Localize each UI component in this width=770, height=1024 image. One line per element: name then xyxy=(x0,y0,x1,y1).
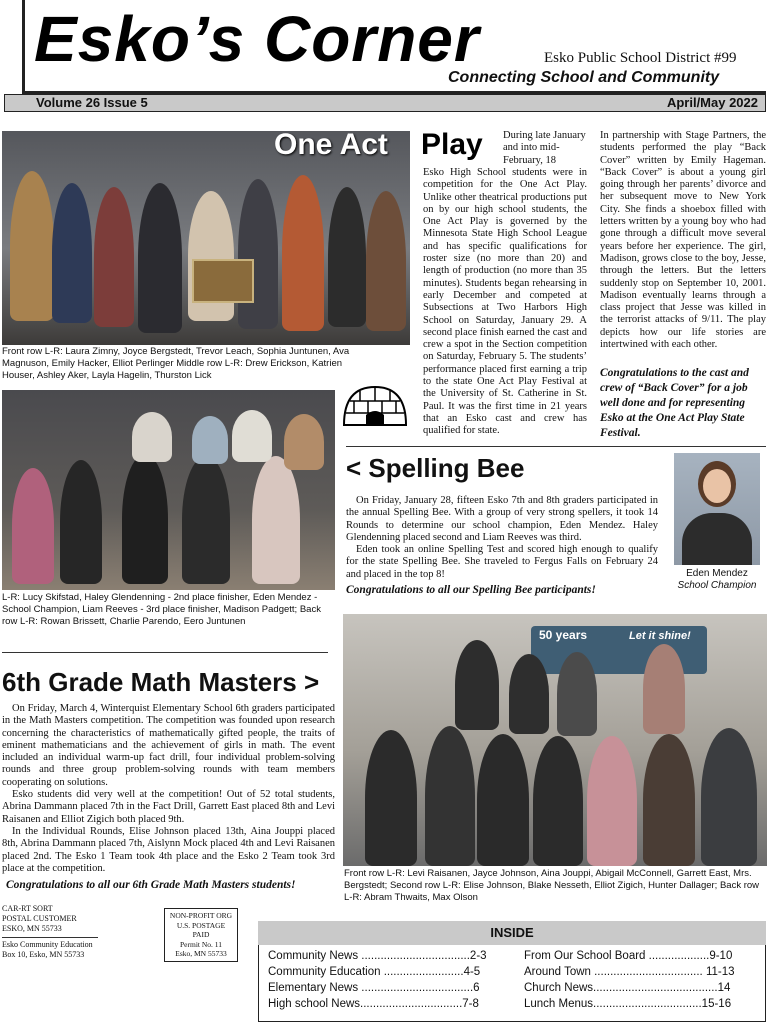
spelling-bee-text xyxy=(346,495,658,581)
math-paragraph: On Friday, March 4, Winterquist Elementary School 6th graders participated in the Math Masters competition. The competition was founded upon research concerning the characteristics of mathematically gifted people, the traits of eminent mathematicians and the achievement of girls in math. The event included an individual warm-up fact drill, four individual problem-solving rounds and three group problem-solving rounds with team members cooperating on solutions. xyxy=(2,703,335,788)
volume-issue: Volume 26 Issue 5 xyxy=(36,95,148,110)
mailing-divider xyxy=(2,937,98,938)
spelling-bee-congrats: Congratulations to all our Spelling Bee participants! xyxy=(346,584,596,596)
inside-item: High school News................................7-8 xyxy=(268,998,479,1010)
one-act-intro: During late January and into mid-February, 18 xyxy=(503,130,586,166)
banner-text: 50 years xyxy=(539,628,588,642)
inside-item: Around Town .................................. 11-13 xyxy=(524,966,735,978)
section-divider xyxy=(2,652,328,653)
math-paragraph: In the Individual Rounds, Elise Johnson placed 13th, Aina Jouppi placed 8th, Abrina Dammann placed 7th, Aislynn Mock placed 4th and Levi Raisanen placed 2nd. The Esko 1 Team took 4th place and the Esko 2 Team took 3rd place at the competition. xyxy=(2,825,335,874)
spelling-bee-caption: L-R: Lucy Skifstad, Haley Glendenning - 2nd place finisher, Eden Mendez - School Champion, Liam Reeves - 3rd place finisher, Madison Padgett; Back row L-R: Rowan Brissett, Charlie Parendo, Eero Juntunen xyxy=(2,592,321,627)
inside-item: Community Education .........................4-5 xyxy=(268,966,481,978)
inside-item: Elementary News ...................................6 xyxy=(268,982,480,994)
inside-title: INSIDE xyxy=(258,921,766,945)
tagline: Connecting School and Community xyxy=(448,69,720,86)
section-divider xyxy=(346,446,766,447)
spelling-bee-photo xyxy=(2,390,335,590)
newsletter-title: Esko’s Corner xyxy=(34,3,480,75)
postage-line: Permit No. 11 xyxy=(179,939,222,949)
mailing-line: POSTAL CUSTOMER xyxy=(2,914,77,923)
math-masters-caption: Front row L-R: Levi Raisanen, Jayce Johnson, Aina Jouppi, Abigail McConnell, Garrett East, Mrs. Bergstedt; Second row L-R: Elise Johnson, Blake Nesseth, Elliot Zigich, Hunter Dallager; Back row L-R: Abram Thwaits, Max Olson xyxy=(344,868,760,903)
one-act-heading-right: Play xyxy=(421,128,483,161)
one-act-column-1: Esko High School students were in competition for the One Act Play. Unlike other theatrical productions put on by our high school students, the One Act Play is governed by the Minnesota State High School League and has specific qualifications for roster size (no more than 20) and length of production (no more than 35 minutes). Students began rehearsing in early December and competed at Subsections at Two Harbors High School on Saturday, January 29. A second place finish earned the cast and crew a spot in the Section competition on Saturday, February 5. The students’ performance placed first earning a trip to the state One Act Play Festival at the University of St. Catherine in St. Paul. It was the first time in 21 years that an Esko cast and crew has qualified for state. xyxy=(423,167,587,437)
portrait-title: School Champion xyxy=(677,580,757,591)
inside-item: Community News ..................................2-3 xyxy=(268,950,487,962)
postage-indicia xyxy=(164,908,238,962)
postage-line: NON-PROFIT ORG xyxy=(169,911,233,920)
portrait-name: Eden Mendez xyxy=(686,568,748,579)
igloo-icon xyxy=(340,383,410,427)
mailing-address xyxy=(2,904,102,960)
math-masters-photo xyxy=(343,614,767,866)
inside-item: Lunch Menus..................................15-16 xyxy=(524,998,732,1010)
eden-mendez-portrait xyxy=(674,453,760,565)
math-congrats: Congratulations to all our 6th Grade Math Masters students! xyxy=(6,879,296,891)
banner-text-2: Let it shine! xyxy=(629,630,691,642)
issue-date: April/May 2022 xyxy=(666,95,758,110)
mailing-line: ESKO, MN 55733 xyxy=(2,924,62,933)
mailing-line: CAR-RT SORT xyxy=(2,904,53,913)
one-act-caption: Front row L-R: Laura Zimny, Joyce Bergstedt, Trevor Leach, Sophia Juntunen, Ava Magnuson, Emily Hacker, Elliot Perlinger Middle row L-R: Drew Erickson, Katrien Houser, Ashley Aker, Layla Hagelin, Thurston Lick xyxy=(2,346,350,381)
math-paragraph: Esko students did very well at the competition! Out of 52 total students, Abrina Dammann placed 7th in the Fact Drill, Garrett East placed 8th and Levi Raisanen and Elliot Zigich both placed 9th. xyxy=(2,789,335,825)
one-act-photo xyxy=(2,131,410,345)
one-act-congrats: Congratulations to the cast and crew of “Back Cover” for a job well done and for representing Esko at the One Act Play State Festival. xyxy=(600,367,749,439)
inside-item: Church News.......................................14 xyxy=(524,982,731,994)
mailing-line: Esko Community Education xyxy=(2,940,93,949)
district-name: Esko Public School District #99 xyxy=(544,50,737,66)
spelling-bee-paragraph: On Friday, January 28, fifteen Esko 7th and 8th graders participated in the annual Spelling Bee. With a group of very strong spellers, it took 14 Rounds to determine our school champion, Eden Mendez. Haley Glendenning placed second and Liam Reeves was third. xyxy=(346,495,658,543)
mailing-line: Box 10, Esko, MN 55733 xyxy=(2,950,85,959)
spelling-bee-paragraph: Eden took an online Spelling Test and scored high enough to qualify for the state Spelling Bee. She traveled to Fergus Falls on February 24 and placed in the top 8! xyxy=(346,544,658,580)
one-act-heading-left: One Act xyxy=(274,128,388,161)
inside-item: From Our School Board ...................9-10 xyxy=(524,950,733,962)
math-masters-text xyxy=(2,703,335,875)
postage-line: U.S. POSTAGE xyxy=(176,920,226,930)
one-act-column-2: In partnership with Stage Partners, the students performed the play “Back Cover” written by Emily Hageman. “Back Cover” is about a young girl going through her parents’ divorce and her subsequent move to New York City. She finds a shoebox filled with letters written by a young boy who had gone through a difficult move several years before her experience. The girl, Madison, grows close to the boy, Jesse, through the letters. But the letters suddenly stop on September 10, 2001. Madison eventually learns through a class project that Jesse was killed in the terrorist attacks of 9/11. The play depicts how our life stories are intertwined with each other. xyxy=(600,130,766,351)
math-masters-heading: 6th Grade Math Masters > xyxy=(2,667,320,697)
postage-line: PAID xyxy=(192,930,210,939)
postage-line: Esko, MN 55733 xyxy=(175,949,227,958)
spelling-bee-heading: < Spelling Bee xyxy=(346,453,525,483)
